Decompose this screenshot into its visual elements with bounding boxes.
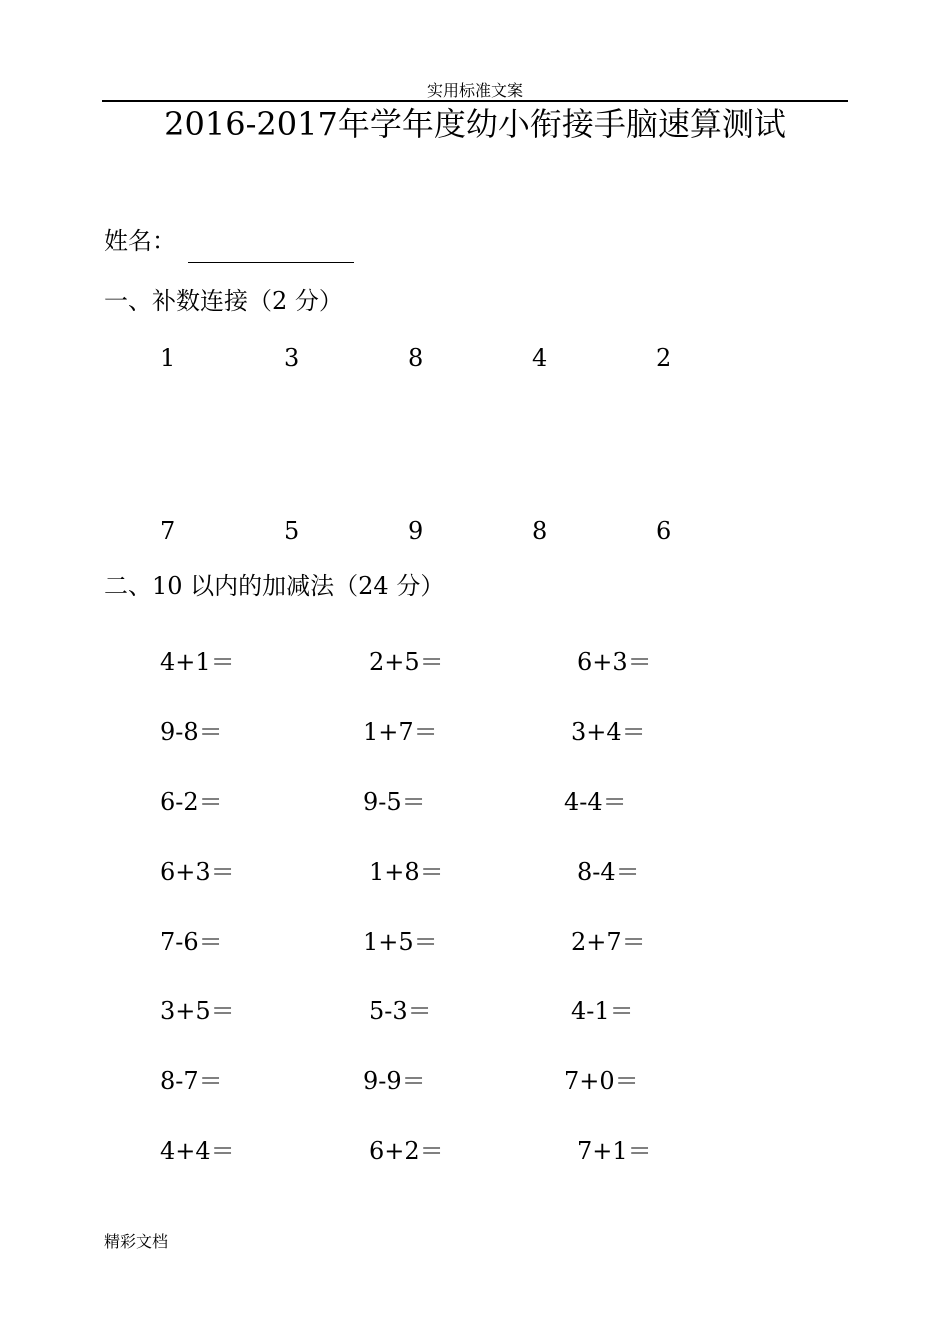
equation[interactable]: 6+3＝ (577, 648, 652, 676)
equation[interactable]: 5-3＝ (369, 997, 432, 1025)
section2-heading: 二、10 以内的加减法（24 分） (104, 572, 445, 600)
equation[interactable]: 6+2＝ (369, 1137, 444, 1165)
page-title: 2016-2017年学年度幼小衔接手脑速算测试 (164, 105, 786, 143)
top-number[interactable]: 3 (284, 344, 300, 372)
bottom-number[interactable]: 9 (408, 517, 424, 545)
equation[interactable]: 6+3＝ (160, 858, 235, 886)
top-number[interactable]: 2 (656, 344, 672, 372)
section1-heading: 一、补数连接（2 分） (104, 287, 343, 315)
equation[interactable]: 8-7＝ (160, 1067, 223, 1095)
header-rule (102, 100, 848, 102)
equation[interactable]: 4-1＝ (571, 997, 634, 1025)
equation[interactable]: 4+1＝ (160, 648, 235, 676)
name-label: 姓名： (104, 227, 176, 255)
equation[interactable]: 8-4＝ (577, 858, 640, 886)
top-number[interactable]: 8 (408, 344, 424, 372)
equation[interactable]: 2+7＝ (571, 928, 646, 956)
top-number[interactable]: 4 (532, 344, 548, 372)
equation[interactable]: 9-5＝ (363, 788, 426, 816)
equation[interactable]: 3+5＝ (160, 997, 235, 1025)
top-number[interactable]: 1 (160, 344, 176, 372)
equation[interactable]: 4+4＝ (160, 1137, 235, 1165)
equation[interactable]: 1+7＝ (363, 718, 438, 746)
equation[interactable]: 1+8＝ (369, 858, 444, 886)
running-header: 实用标准文案 (426, 81, 523, 100)
equation[interactable]: 9-9＝ (363, 1067, 426, 1095)
equation[interactable]: 1+5＝ (363, 928, 438, 956)
name-blank-line[interactable] (188, 262, 354, 263)
equation[interactable]: 6-2＝ (160, 788, 223, 816)
running-footer: 精彩文档 (104, 1232, 169, 1251)
equation[interactable]: 7-6＝ (160, 928, 223, 956)
equation[interactable]: 7+1＝ (577, 1137, 652, 1165)
bottom-number[interactable]: 6 (656, 517, 672, 545)
bottom-number[interactable]: 5 (284, 517, 300, 545)
bottom-number[interactable]: 7 (160, 517, 176, 545)
equation[interactable]: 3+4＝ (571, 718, 646, 746)
bottom-number[interactable]: 8 (532, 517, 548, 545)
equation[interactable]: 4-4＝ (564, 788, 627, 816)
equation[interactable]: 9-8＝ (160, 718, 223, 746)
equation[interactable]: 7+0＝ (564, 1067, 639, 1095)
equation[interactable]: 2+5＝ (369, 648, 444, 676)
